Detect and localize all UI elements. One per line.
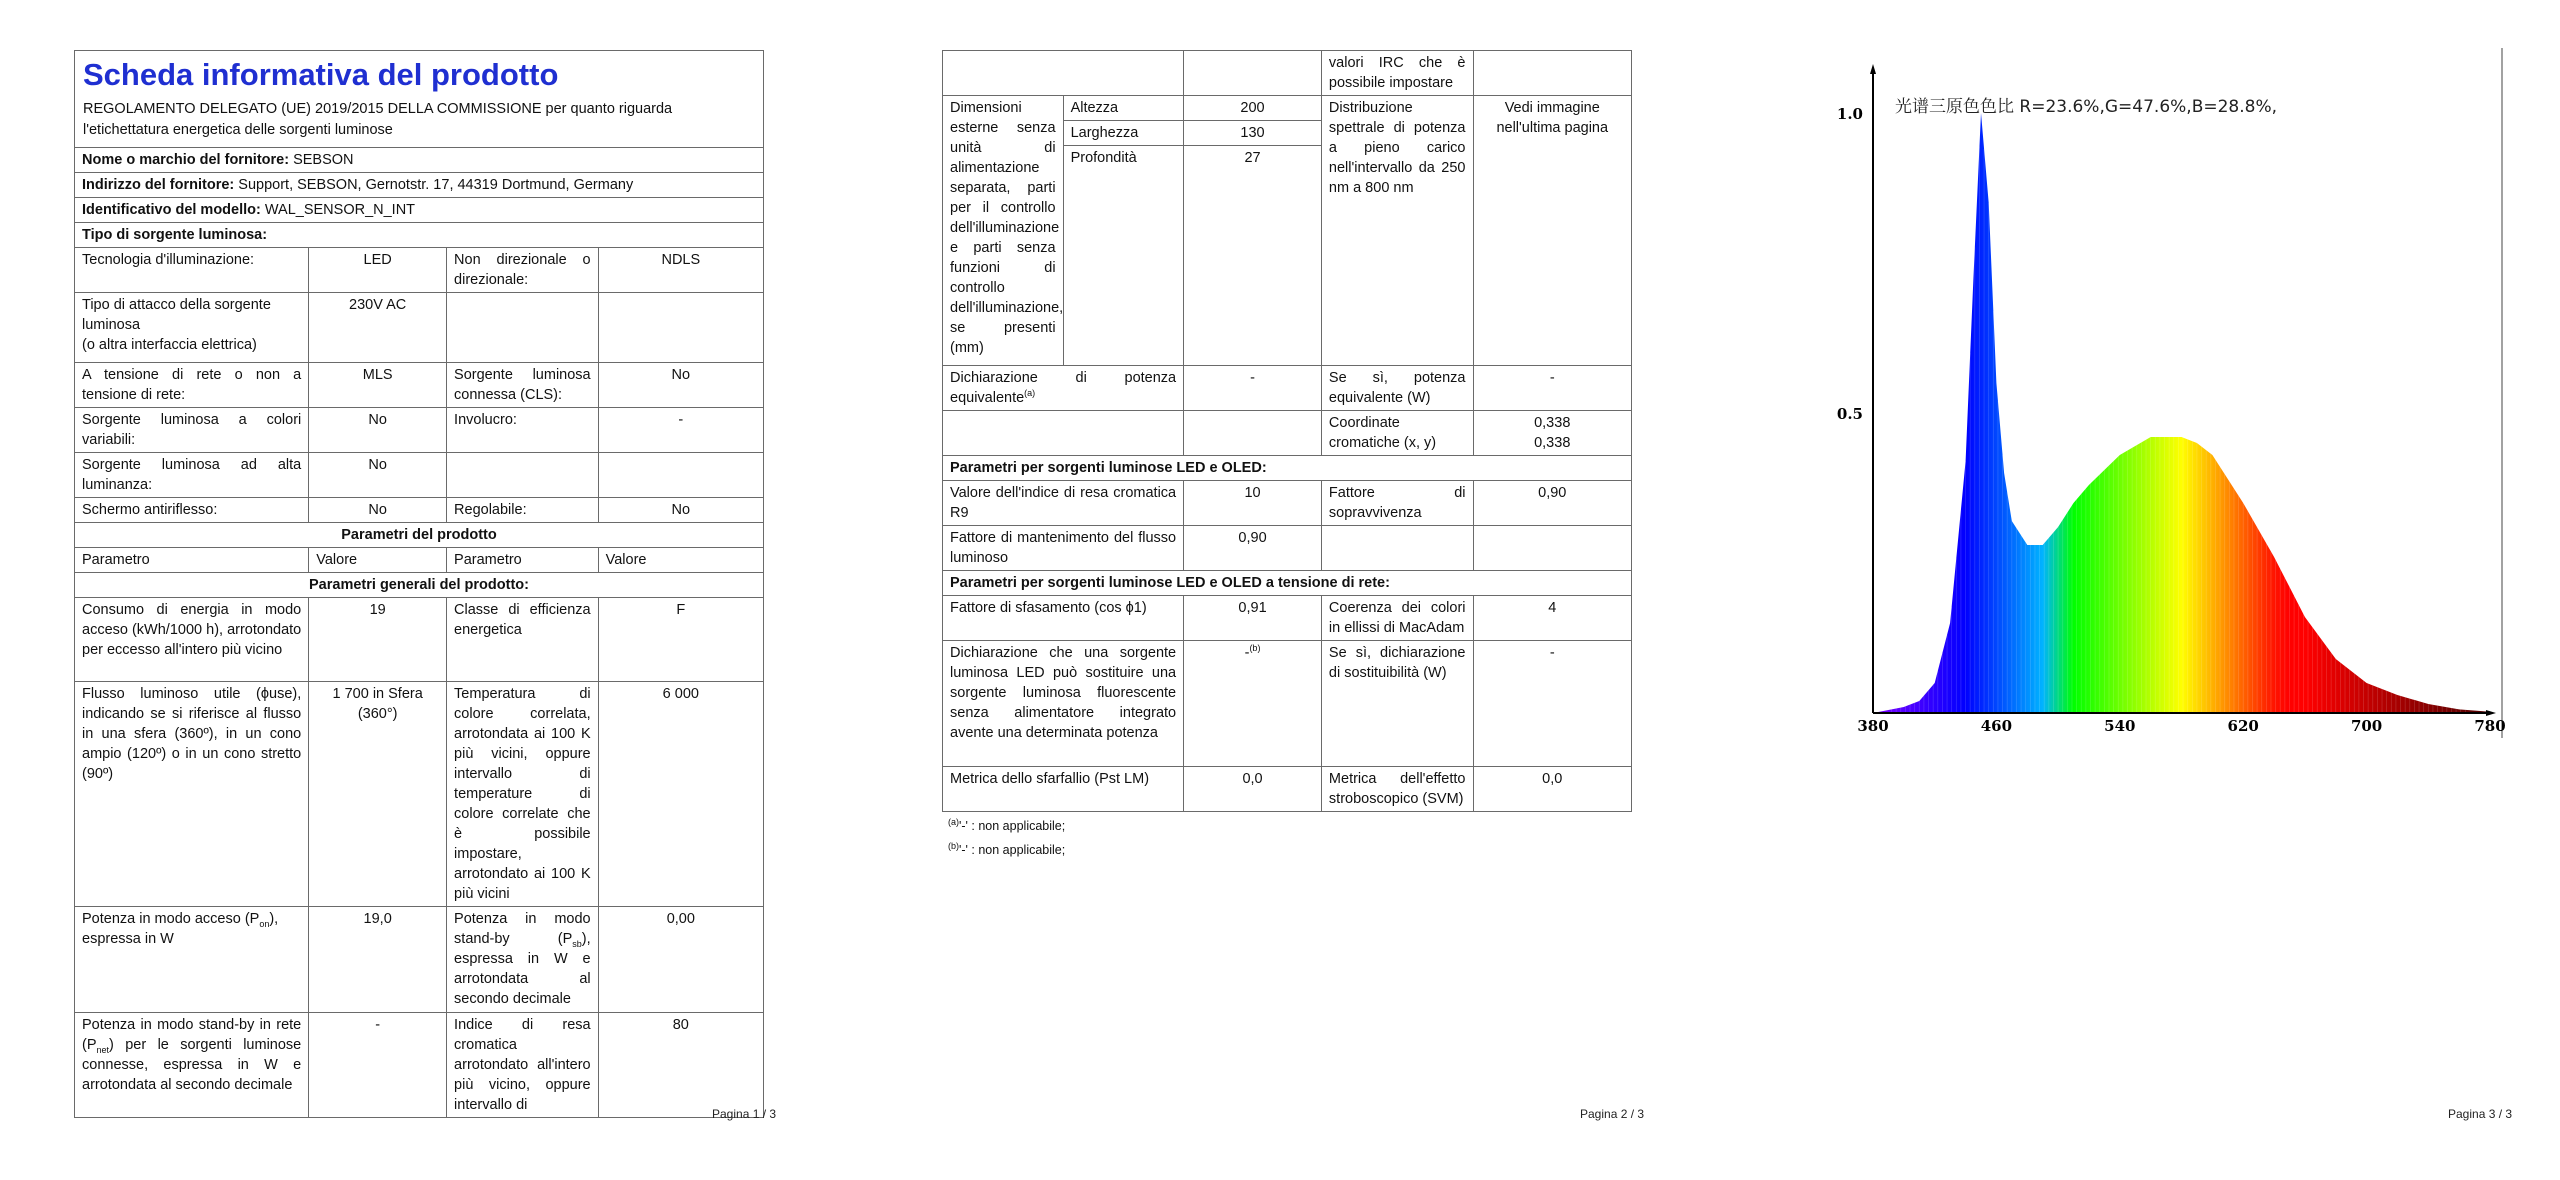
stroboscopic-value: 0,0 [1473, 767, 1632, 812]
product-info-table-page2 [942, 50, 1632, 812]
spectral-label: Distribuzione spettrale di potenza a pieno carico nell'intervallo da 250 nm a 800 nm [1321, 96, 1473, 366]
replacement-label: Dichiarazione che una sorgente luminosa LED può sostituire una sorgente luminosa fluorescente senza alimentatore integrato avente una determinata potenza [943, 641, 1184, 767]
flicker-label: Metrica dello sfarfallio (Pst LM) [943, 767, 1184, 812]
page-2 [942, 50, 1632, 862]
survival-label: Fattore di sopravvivenza [1321, 481, 1473, 526]
r9-value: 10 [1184, 481, 1322, 526]
x-tick-label: 380 [1857, 717, 1889, 735]
flux-label: Flusso luminoso utile (ϕuse), indicando se si riferisce al flusso in una sfera (360º), in un cono ampio (120º) o in un cono stretto (90º) [75, 682, 309, 907]
anti-glare-value: No [309, 498, 447, 523]
energy-value: 19 [309, 598, 447, 682]
height-label: Altezza [1063, 96, 1184, 121]
product-info-table-page1 [74, 50, 764, 1118]
led-params-header: Parametri per sorgenti luminose LED e OLED: [943, 456, 1632, 481]
width-value: 130 [1184, 121, 1322, 146]
anti-glare-label: Schermo antiriflesso: [75, 498, 309, 523]
pnet-sub: net [96, 1044, 110, 1055]
dimmable-value: No [598, 498, 763, 523]
equivalent-power-label [943, 366, 1184, 411]
general-params-header: Parametri generali del prodotto: [75, 573, 764, 598]
col-header-param: Parametro [75, 548, 309, 573]
col-header-param: Parametro [447, 548, 599, 573]
height-value: 200 [1184, 96, 1322, 121]
cap-label [75, 293, 309, 363]
footnote-b-text: '-' : non applicabile; [959, 843, 1066, 857]
footnote-a [948, 814, 1632, 838]
mains-value: MLS [309, 363, 447, 408]
psb-sub: sb [572, 938, 582, 949]
supplier-address-row [75, 173, 764, 198]
high-luminance-value: No [309, 453, 447, 498]
cct-label: Temperatura di colore correlata, arrotondata ai 100 K più vicini, oppure intervallo di temperature di colore correlate che è possibile impostare, arrotondato ai 100 K più vicini [447, 682, 599, 907]
envelope-value: - [598, 408, 763, 453]
footnote-b [948, 838, 1632, 862]
flicker-value: 0,0 [1184, 767, 1322, 812]
spectrum-chart [1810, 48, 2512, 748]
x-tick-label: 540 [2104, 717, 2136, 735]
led-mains-params-header: Parametri per sorgenti luminose LED e OLED a tensione di rete: [943, 571, 1632, 596]
y-axis-arrow [1870, 64, 1876, 74]
colour-tunable-value: No [309, 408, 447, 453]
connected-label: Sorgente luminosa connessa (CLS): [447, 363, 599, 408]
r9-label: Valore dell'indice di resa cromatica R9 [943, 481, 1184, 526]
width-label: Larghezza [1063, 121, 1184, 146]
empty-cell [447, 293, 599, 363]
pon-label [75, 907, 309, 1013]
supplier-name-label: Nome o marchio del fornitore: [82, 152, 290, 168]
efficiency-class-label: Classe di efficienza energetica [447, 598, 599, 682]
model-identifier: WAL_SENSOR_N_INT [264, 202, 416, 218]
replacement-value-text: - [1244, 645, 1250, 661]
empty-cell [1473, 526, 1632, 571]
tech-value: LED [309, 248, 447, 293]
empty-cell [1184, 411, 1322, 456]
envelope-label: Involucro: [447, 408, 599, 453]
footnote-a-mark: (a) [948, 816, 959, 827]
pon-value: 19,0 [309, 907, 447, 1013]
stroboscopic-label: Metrica dell'effetto stroboscopico (SVM) [1321, 767, 1473, 812]
footnote-b-mark: (b) [948, 840, 959, 851]
lumen-maintenance-label: Fattore di mantenimento del flusso luminoso [943, 526, 1184, 571]
empty-cell [1473, 51, 1632, 96]
psb-label-a: Potenza in modo stand-by (P [454, 911, 591, 947]
macadam-value: 4 [1473, 596, 1632, 641]
equivalent-power-text: Dichiarazione di potenza equivalente [950, 370, 1177, 406]
cri-label-continued: valori IRC che è possibile impostare [1321, 51, 1473, 96]
page-1 [74, 50, 764, 1118]
efficiency-class-value: F [598, 598, 763, 682]
cri-label: Indice di resa cromatica arrotondato all'intero più vicino, oppure intervallo di [447, 1013, 599, 1118]
psb-label-b: ), espressa in W e arrotondata al secondo decimale [454, 931, 591, 1007]
x-tick-label: 700 [2350, 717, 2383, 735]
supplier-name: SEBSON [293, 152, 354, 168]
pnet-label [75, 1013, 309, 1118]
footnote-a-text: '-' : non applicabile; [959, 819, 1066, 833]
pnet-value: - [309, 1013, 447, 1118]
pnet-label-b: ) per le sorgenti luminose connesse, espressa in W e arrotondata al secondo decimale [82, 1037, 302, 1093]
pon-label-b: ), espressa in W [82, 911, 279, 947]
page-3 [1810, 48, 2512, 748]
cap-value: 230V AC [309, 293, 447, 363]
directional-value: NDLS [598, 248, 763, 293]
footnote-b-ref: (b) [1249, 643, 1261, 654]
y-tick-label: 0.5 [1836, 405, 1863, 423]
energy-label: Consumo di energia in modo acceso (kWh/1000 h), arrotondato per eccesso all'intero più vicino [75, 598, 309, 682]
pon-sub: on [259, 918, 270, 929]
cct-value: 6 000 [598, 682, 763, 907]
model-row [75, 198, 764, 223]
chromaticity-x: 0,338 [1534, 415, 1571, 431]
depth-label: Profondità [1063, 146, 1184, 366]
col-header-value: Valore [309, 548, 447, 573]
psb-label [447, 907, 599, 1013]
tech-label: Tecnologia d'illuminazione: [75, 248, 309, 293]
supplier-address-label: Indirizzo del fornitore: [82, 177, 235, 193]
x-axis-arrow [2486, 710, 2496, 716]
spectral-value: Vedi immagine nell'ultima pagina [1473, 96, 1632, 366]
page-2-footer: Pagina 2 / 3 [1580, 1107, 1645, 1121]
high-luminance-label: Sorgente luminosa ad alta luminanza: [75, 453, 309, 498]
psb-value: 0,00 [598, 907, 763, 1013]
regulation-text: REGOLAMENTO DELEGATO (UE) 2019/2015 DELLA COMMISSIONE per quanto riguarda l'etichettatura energetica delle sorgenti luminose [75, 97, 764, 148]
mains-label: A tensione di rete o non a tensione di rete: [75, 363, 309, 408]
col-header-value: Valore [598, 548, 763, 573]
cap-label-line1: Tipo di attacco della sorgente luminosa [82, 297, 271, 333]
pnet-label-a: Potenza in modo stand-by in rete (P [82, 1017, 302, 1053]
empty-cell [943, 411, 1184, 456]
cosphi-value: 0,91 [1184, 596, 1322, 641]
empty-cell [1321, 526, 1473, 571]
source-type-label: Tipo di sorgente luminosa: [75, 223, 764, 248]
document-title: Scheda informativa del prodotto [75, 51, 764, 98]
chart-title: 光谱三原色色比 R=23.6%,G=47.6%,B=28.8%, [1895, 97, 2278, 117]
equivalent-watt-label: Se sì, potenza equivalente (W) [1321, 366, 1473, 411]
replacement-value [1184, 641, 1322, 767]
supplier-name-row [75, 148, 764, 173]
dimmable-label: Regolabile: [447, 498, 599, 523]
chromaticity-value [1473, 411, 1632, 456]
cosphi-label: Fattore di sfasamento (cos ϕ1) [943, 596, 1184, 641]
replacement-watt-value: - [1473, 641, 1632, 767]
cri-value: 80 [598, 1013, 763, 1118]
empty-cell [1184, 51, 1322, 96]
dimensions-label: Dimensioni esterne senza unità di alimentazione separata, parti per il controllo dell'illuminazione e parti senza funzioni di controllo dell'illuminazione, se presenti (mm) [943, 96, 1064, 366]
chromaticity-y: 0,338 [1534, 435, 1571, 451]
footnote-a-ref: (a) [1024, 388, 1036, 399]
equivalent-watt-value: - [1473, 366, 1632, 411]
product-params-header: Parametri del prodotto [75, 523, 764, 548]
model-label: Identificativo del modello: [82, 202, 261, 218]
equivalent-power-value: - [1184, 366, 1322, 411]
macadam-label: Coerenza dei colori in ellissi di MacAdam [1321, 596, 1473, 641]
empty-cell [598, 293, 763, 363]
empty-cell [447, 453, 599, 498]
survival-value: 0,90 [1473, 481, 1632, 526]
depth-value: 27 [1184, 146, 1322, 366]
y-tick-label: 1.0 [1836, 105, 1863, 123]
pon-label-a: Potenza in modo acceso (P [82, 911, 260, 927]
page-1-footer: Pagina 1 / 3 [712, 1107, 777, 1121]
replacement-watt-label: Se sì, dichiarazione di sostituibilità (W) [1321, 641, 1473, 767]
empty-cell [943, 51, 1184, 96]
connected-value: No [598, 363, 763, 408]
x-tick-label: 620 [2227, 717, 2259, 735]
cap-label-line2: (o altra interfaccia elettrica) [82, 337, 257, 353]
x-tick-label: 460 [1980, 717, 2013, 735]
lumen-maintenance-value: 0,90 [1184, 526, 1322, 571]
page-3-footer: Pagina 3 / 3 [2448, 1107, 2513, 1121]
flux-value: 1 700 in Sfera (360°) [309, 682, 447, 907]
colour-tunable-label: Sorgente luminosa a colori variabili: [75, 408, 309, 453]
directional-label: Non direzionale o direzionale: [447, 248, 599, 293]
supplier-address: Support, SEBSON, Gernotstr. 17, 44319 Dortmund, Germany [238, 177, 634, 193]
chromaticity-label: Coordinate cromatiche (x, y) [1321, 411, 1473, 456]
x-tick-label: 780 [2474, 717, 2506, 735]
footnotes [942, 814, 1632, 862]
empty-cell [598, 453, 763, 498]
